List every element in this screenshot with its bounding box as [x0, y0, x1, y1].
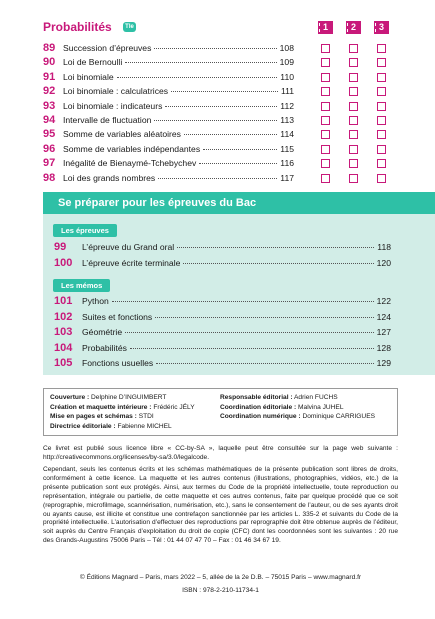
toc-entry[interactable] — [43, 143, 294, 157]
progress-checkbox-3[interactable] — [377, 87, 386, 96]
chapter-title: Probabilités — [82, 342, 127, 353]
tag-les-epreuves: Les épreuves — [53, 224, 117, 237]
page-number: 127 — [376, 327, 391, 337]
memo-entry[interactable] — [54, 295, 391, 309]
chapter-title: Loi des grands nombres — [63, 172, 156, 183]
dot-leader — [177, 247, 374, 248]
bac-section-title: Se préparer pour les épreuves du Bac — [43, 192, 435, 214]
toc-entry[interactable] — [43, 71, 294, 85]
terminale-badge: Tle — [123, 22, 136, 32]
dot-leader — [112, 301, 374, 302]
chapter-number: 103 — [54, 326, 73, 338]
chapter-title: Somme de variables aléatoires — [63, 129, 181, 140]
progress-checkbox-1[interactable] — [321, 102, 330, 111]
progress-checkbox-2[interactable] — [349, 145, 358, 154]
column-header-3: 3 — [374, 21, 389, 34]
progress-checkbox-2[interactable] — [349, 130, 358, 139]
progress-checkbox-2[interactable] — [349, 174, 358, 183]
dot-leader — [125, 332, 374, 333]
column-header-1: 1 — [318, 21, 333, 34]
dot-leader — [130, 348, 374, 349]
progress-checkbox-3[interactable] — [377, 145, 386, 154]
page-number: 120 — [376, 258, 391, 268]
chapter-number: 97 — [43, 157, 56, 170]
dot-leader — [158, 178, 277, 179]
chapter-title: Géométrie — [82, 327, 123, 337]
dot-leader — [171, 91, 278, 92]
dot-leader — [199, 163, 277, 164]
chapter-number: 92 — [43, 85, 56, 98]
toc-entry[interactable] — [43, 42, 294, 56]
chapter-number: 102 — [54, 310, 73, 323]
page-number: 109 — [279, 57, 294, 68]
page-number: 128 — [376, 342, 391, 353]
chapter-number: 96 — [43, 142, 56, 155]
toc-entry[interactable] — [43, 157, 294, 171]
credit-coordination: Coordination éditoriale : Malvina JUHEL — [220, 403, 344, 411]
isbn-line: ISBN : 978-2-210-11734-1 — [182, 587, 259, 594]
chapter-number: 93 — [43, 99, 56, 112]
progress-checkbox-3[interactable] — [377, 116, 386, 125]
toc-entry[interactable] — [43, 56, 294, 70]
chapter-title: Loi binomiale : calculatrices — [63, 86, 169, 97]
chapter-title: Python — [82, 296, 109, 306]
progress-checkbox-3[interactable] — [377, 102, 386, 111]
chapter-number: 95 — [43, 128, 56, 141]
page-number: 117 — [280, 172, 294, 183]
toc-entry[interactable] — [43, 172, 294, 186]
dot-leader — [155, 317, 373, 318]
chapter-number: 98 — [43, 171, 56, 184]
chapter-title: Succession d’épreuves — [63, 43, 152, 53]
memo-entry[interactable] — [54, 311, 391, 325]
progress-checkbox-3[interactable] — [377, 174, 386, 183]
chapter-title: L’épreuve du Grand oral — [82, 242, 175, 252]
credit-couverture: Couverture : Delphine D’INGUIMBERT — [50, 394, 167, 401]
chapter-number: 91 — [43, 70, 56, 83]
section-title-probabilites: Probabilités — [43, 20, 112, 34]
page-number: 124 — [376, 311, 391, 322]
progress-checkbox-2[interactable] — [349, 116, 358, 125]
publisher-line: © Éditions Magnard – Paris, mars 2022 – 5, allée de la 2e D.B. – 75015 Paris – www.magnard.fr — [79, 574, 362, 581]
page-number: 129 — [376, 358, 391, 368]
dot-leader — [165, 106, 277, 107]
dot-leader — [117, 77, 278, 78]
memo-entry[interactable] — [54, 357, 391, 371]
page-number: 111 — [280, 86, 294, 97]
credit-mise-en-pages: Mise en pages et schémas : STDI — [50, 413, 154, 420]
chapter-title: Inégalité de Bienaymé-Tchebychev — [63, 158, 197, 169]
credit-creation: Création et maquette intérieure : Frédéric JÉLY — [50, 403, 195, 411]
chapter-number: 100 — [54, 257, 73, 269]
chapter-number: 94 — [43, 114, 56, 126]
progress-checkbox-1[interactable] — [321, 130, 330, 139]
progress-checkbox-3[interactable] — [377, 159, 386, 168]
progress-checkbox-3[interactable] — [377, 44, 386, 53]
chapter-title: Suites et fonctions — [82, 311, 153, 322]
chapter-number: 104 — [54, 341, 73, 354]
chapter-number: 101 — [54, 295, 73, 307]
chapter-title: Loi de Bernoulli — [63, 57, 123, 68]
copyright-paragraph: Cependant, seuls les contenus écrits et les schémas mathématiques de la présente publication sont libres de droits, conformément à cette licence. La maquette et les autres contenus (illustrations, photographies, vidéos, etc.) de la présente publication sont eux protégés. Ainsi, aux termes du Code de la propriété intellectuelle, toute reproduction ou représentation, intégrale ou partielle, de cette maquette et ces autres contenus, faite par quelque procédé que ce soit (reprographie, microfilmage, scannérisation, numérisation, etc.), sans le consentement de l’auteur, ou de ses ayants droit ou ayants cause, est illicite et constitue une contrefaçon sanctionnée par les articles L. 335-2 et suivants du Code de la propriété intellectuelle. L’autorisation d’effectuer des reproductions par reprographie doit être obtenue auprès de l’éditeur, soit auprès du Centre Français d’exploitation du droit de copie (CFC) dont les coordonnées sont les suivantes : 20 rue des Grands-Augustins 75006 Paris – Tél : 01 44 07 47 70 – Fax : 01 46 34 67 19. — [43, 466, 398, 545]
page-number: 113 — [280, 115, 294, 125]
progress-checkbox-1[interactable] — [321, 58, 330, 67]
credit-responsable: Responsable éditorial : Adrien FUCHS — [220, 394, 338, 401]
page-number: 108 — [279, 43, 294, 53]
progress-checkbox-1[interactable] — [321, 73, 330, 82]
progress-checkbox-1[interactable] — [321, 159, 330, 168]
toc-entry[interactable] — [43, 128, 294, 142]
credit-numerique: Coordination numérique : Dominique CARRIGUES — [220, 413, 375, 420]
dot-leader — [183, 263, 373, 264]
epreuve-entry[interactable] — [54, 257, 391, 271]
dot-leader — [154, 48, 276, 49]
dot-leader — [184, 134, 277, 135]
progress-checkbox-1[interactable] — [321, 174, 330, 183]
progress-checkbox-1[interactable] — [321, 116, 330, 125]
page-number: 110 — [280, 71, 294, 82]
dot-leader — [156, 363, 373, 364]
chapter-number: 89 — [43, 42, 56, 54]
memo-entry[interactable] — [54, 342, 391, 356]
page-number: 115 — [280, 143, 294, 154]
memo-entry[interactable] — [54, 326, 391, 340]
page-number: 112 — [280, 100, 294, 111]
chapter-title: Somme de variables indépendantes — [63, 143, 201, 154]
progress-checkbox-2[interactable] — [349, 73, 358, 82]
chapter-title: L’épreuve écrite terminale — [82, 258, 181, 268]
chapter-title: Loi binomiale — [63, 71, 114, 82]
progress-checkbox-3[interactable] — [377, 58, 386, 67]
progress-checkbox-1[interactable] — [321, 44, 330, 53]
toc-entry[interactable] — [43, 100, 294, 114]
progress-checkbox-3[interactable] — [377, 73, 386, 82]
dot-leader — [125, 62, 276, 63]
page-number: 122 — [376, 296, 391, 306]
page-number: 116 — [280, 158, 294, 169]
progress-checkbox-1[interactable] — [321, 145, 330, 154]
progress-checkbox-2[interactable] — [349, 159, 358, 168]
progress-checkbox-2[interactable] — [349, 58, 358, 67]
progress-checkbox-1[interactable] — [321, 87, 330, 96]
toc-entry[interactable] — [43, 114, 294, 128]
dot-leader — [154, 120, 277, 121]
progress-checkbox-2[interactable] — [349, 87, 358, 96]
progress-checkbox-2[interactable] — [349, 102, 358, 111]
toc-entry[interactable] — [43, 85, 294, 99]
credit-direction: Directrice éditoriale : Fabienne MICHEL — [50, 422, 172, 430]
chapter-number: 105 — [54, 357, 73, 369]
tag-les-memos: Les mémos — [53, 279, 110, 292]
chapter-number: 99 — [54, 241, 67, 253]
chapter-number: 90 — [43, 56, 56, 69]
page-number: 114 — [280, 129, 294, 140]
credits-box — [43, 388, 398, 436]
column-header-2: 2 — [346, 21, 361, 34]
chapter-title: Intervalle de fluctuation — [63, 115, 152, 125]
chapter-title: Fonctions usuelles — [82, 358, 154, 368]
progress-checkbox-3[interactable] — [377, 130, 386, 139]
chapter-title: Loi binomiale : indicateurs — [63, 100, 163, 111]
progress-checkbox-2[interactable] — [349, 44, 358, 53]
licence-paragraph: Ce livret est publié sous licence libre « CC-by-SA », laquelle peut être consultée sur la page web suivante : http://creativecommons.org/licenses/by-sa/3.0/legalcode. — [43, 445, 398, 461]
dot-leader — [203, 149, 277, 150]
page-number: 118 — [377, 242, 391, 252]
epreuve-entry[interactable] — [54, 241, 391, 255]
